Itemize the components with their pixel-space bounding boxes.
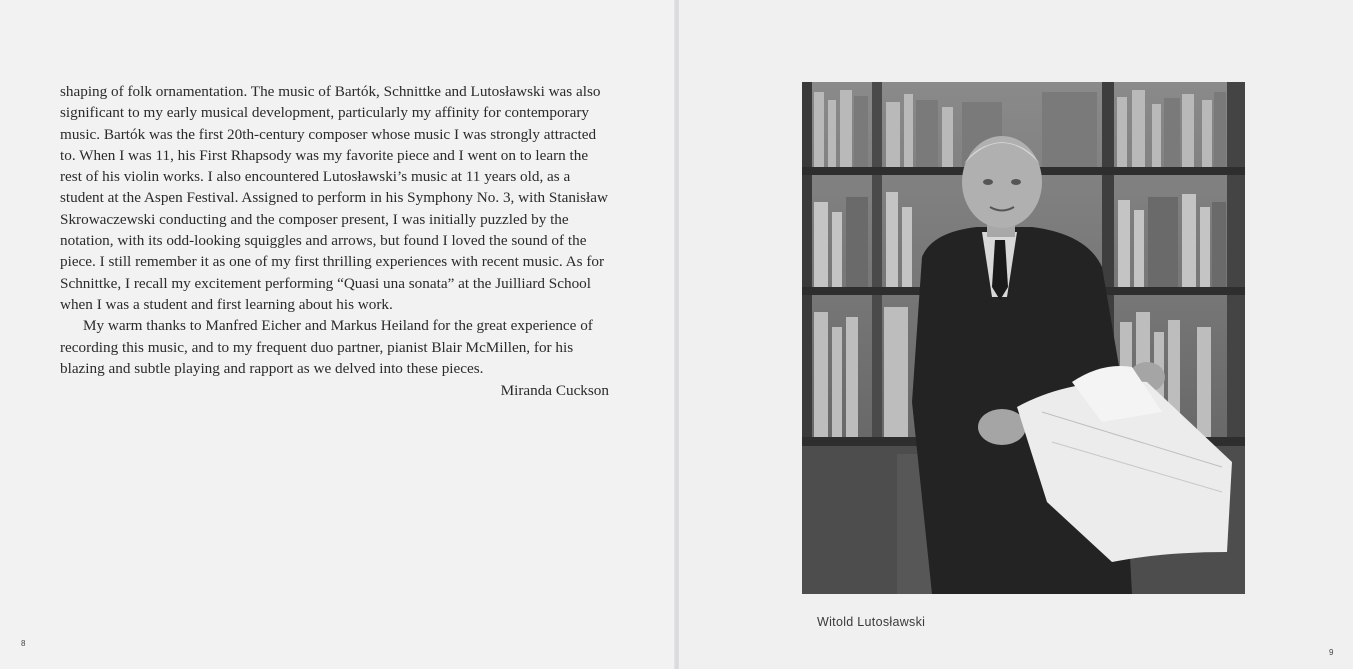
essay-paragraph-1: shaping of folk ornamentation. The music of Bartók, Schnittke and Lutosławski was also significant to my early musical development, particularly my affinity for contemporary music. Bartók was the first 20th-century composer whose music I was strongly attracted to. When I was 11, his First Rhapsody was my favorite piece and I went on to learn the rest of his violin works. I also encountered Lutosławski’s music at 11 years old, as a student at the Aspen Festival. Assigned to perform in his Symphony No. 3, with Stanisław Skrowaczewski conducting and the composer present, I was initially puzzled by the notation, with its odd-looking squiggles and arrows, but found I loved the sound of the piece. I still remember it as one of my first thrilling experiences with recent music. As for Schnittke, I recall my excitement performing “Quasi una sonata” at the Juilliard School when I was a student and first learning about his work. — [60, 83, 608, 313]
portrait-photo — [802, 82, 1245, 594]
essay-paragraph-2: My warm thanks to Manfred Eicher and Markus Heiland for the great experience of recording this music, and to my frequent duo partner, pianist Blair McMillen, for his blazing and subtle playing and rapport as we delved into these pieces. — [60, 317, 593, 377]
portrait-illustration — [802, 82, 1245, 594]
page-number-right: 9 — [1329, 648, 1334, 657]
photo-caption: Witold Lutosławski — [817, 615, 926, 629]
author-signature: Miranda Cuckson — [500, 382, 609, 400]
essay-text — [60, 81, 609, 401]
page-number-left: 8 — [21, 639, 26, 648]
